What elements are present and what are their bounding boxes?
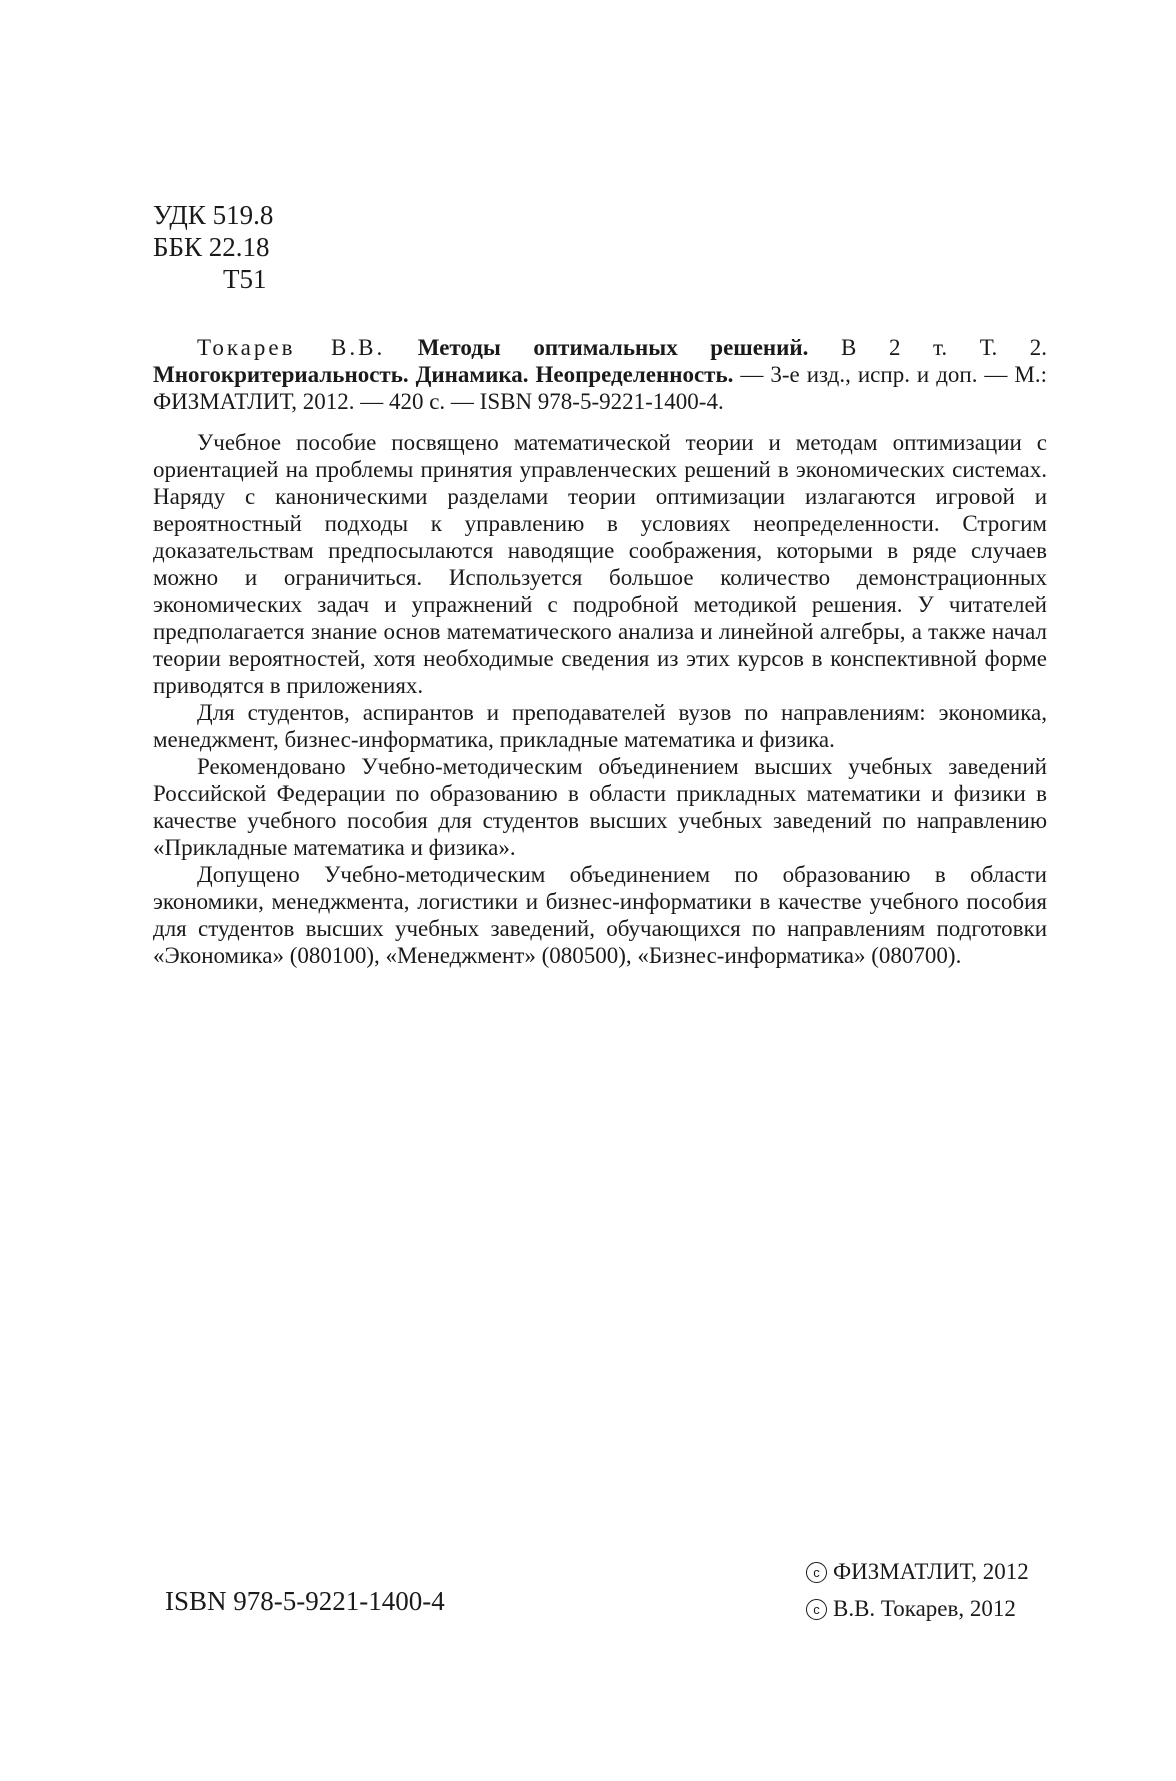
copyright-publisher-line	[806, 1553, 1029, 1590]
copyright-icon: c	[806, 1599, 827, 1620]
annotation-paragraph: Учебное пособие посвящено математической теории и методам оптимизации с ориентацией на проблемы принятия управленческих решений в экономических системах. Наряду с каноническими разделами теории оптимизации излагаются игровой и вероятностный подходы к управлению в условиях неопределенности. Строгим доказательствам предпосылаются наводящие соображения, которыми в ряде случаев можно и ограничиться. Используется большое количество демонстрационных экономических задач и упражнений с подробной методикой решения. У читателей предполагается знание основ математического анализа и линейной алгебры, а также начал теории вероятностей, хотя необходимые сведения из этих курсов в конспективной форме приводятся в приложениях.	[153, 430, 1047, 698]
volume-info: В 2 т. Т. 2.	[841, 335, 1048, 360]
recommendation-paragraph: Рекомендовано Учебно-методическим объединением высших учебных заведений Российской Федерации по образованию в области прикладных математики и физики в качестве учебного пособия для студентов высших учебных заведений по направлению «Прикладные математика и физика».	[153, 754, 1047, 860]
book-title: Методы оптимальных решений.	[417, 335, 809, 360]
isbn-footer: ISBN 978-5-9221-1400-4	[165, 1586, 445, 1616]
imprint-info: — 3-е изд., испр. и доп. — М.: ФИЗМАТЛИТ, 2012. — 420 с. — ISBN 978-5-9221-1400-4.	[153, 362, 1047, 414]
audience-paragraph: Для студентов, аспирантов и преподавателей вузов по направлениям: экономика, менеджмент, бизнес-информатика, прикладные математика и физика.	[153, 700, 1047, 752]
approval-paragraph: Допущено Учебно-методическим объединением по образованию в области экономики, менеджмента, логистики и бизнес-информатики в качестве учебного пособия для студентов высших учебных заведений, обучающихся по направлениям подготовки «Экономика» (080100), «Менеджмент» (080500), «Бизнес-информатика» (080700).	[153, 862, 1047, 968]
classification-block	[153, 199, 273, 295]
copyright-author-line	[806, 1590, 1029, 1627]
author-name: Токарев В.В.	[197, 335, 386, 360]
copyright-publisher: ФИЗМАТЛИТ, 2012	[833, 1559, 1029, 1584]
bbk-code: ББК 22.18	[153, 232, 270, 262]
book-subtitle: Многокритериальность. Динамика. Неопределенность.	[153, 362, 734, 387]
main-content	[153, 334, 1047, 969]
author-mark: Т51	[223, 264, 267, 294]
bibliographic-record	[153, 334, 1047, 415]
copyright-icon: c	[806, 1562, 827, 1583]
udk-code: УДК 519.8	[153, 200, 274, 230]
copyright-author: В.В. Токарев, 2012	[833, 1596, 1016, 1621]
copyright-block	[806, 1553, 1029, 1627]
